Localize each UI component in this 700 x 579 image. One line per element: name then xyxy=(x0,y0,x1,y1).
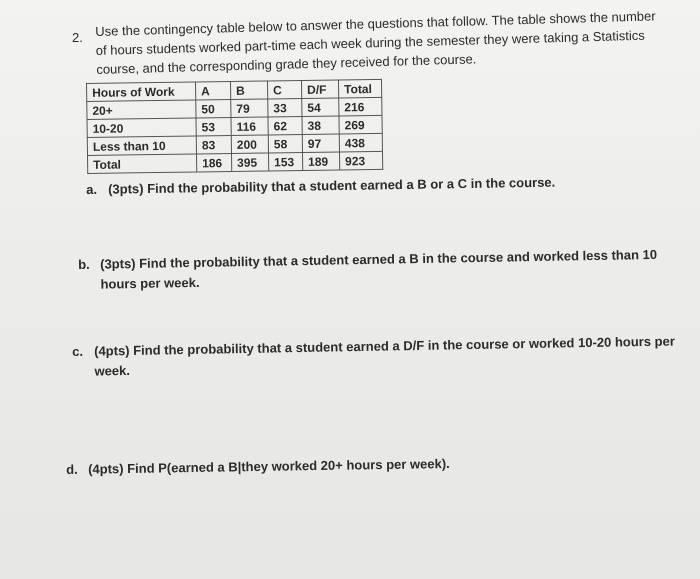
part-a-letter: a. xyxy=(86,181,98,197)
part-c-letter: c. xyxy=(72,343,84,359)
part-c xyxy=(72,331,693,382)
cell-df: 97 xyxy=(302,134,339,153)
part-b-text: (3pts) Find the probability that a student earned a B in the course and worked less than 10 hours per week. xyxy=(100,246,658,292)
row-label: Total xyxy=(88,154,197,174)
cell-c: 62 xyxy=(268,116,302,134)
cell-b: 116 xyxy=(231,117,268,136)
cell-df: 54 xyxy=(302,98,339,117)
part-a-text: (3pts) Find the probability that a student earned a B or a C in the course. xyxy=(108,174,556,197)
cell-b: 395 xyxy=(231,153,268,172)
part-b xyxy=(78,244,689,295)
table-total-row xyxy=(88,151,383,173)
cell-c: 58 xyxy=(268,134,302,152)
header-df: D/F xyxy=(301,80,338,99)
contingency-table xyxy=(86,79,383,174)
part-a xyxy=(86,172,606,200)
cell-total: 269 xyxy=(339,115,382,134)
cell-total: 438 xyxy=(339,133,382,152)
cell-a: 83 xyxy=(196,135,231,153)
row-label: 20+ xyxy=(87,100,196,120)
part-d-text: (4pts) Find P(earned a B|they worked 20+ hours per week). xyxy=(88,455,450,477)
cell-c: 33 xyxy=(268,98,302,116)
cell-b: 79 xyxy=(231,99,268,118)
header-b: B xyxy=(230,81,267,100)
cell-a: 50 xyxy=(196,99,231,117)
part-d-letter: d. xyxy=(66,461,78,477)
part-d xyxy=(66,452,566,480)
cell-b: 200 xyxy=(231,135,268,154)
cell-df: 189 xyxy=(302,152,339,171)
row-label: Less than 10 xyxy=(87,136,196,156)
cell-a: 53 xyxy=(196,117,231,135)
part-b-letter: b. xyxy=(78,256,90,272)
header-hours-of-work: Hours of Work xyxy=(87,82,196,102)
cell-c: 153 xyxy=(268,152,302,170)
cell-a: 186 xyxy=(197,153,232,171)
header-a: A xyxy=(195,81,230,99)
header-total: Total xyxy=(338,79,381,98)
cell-total: 216 xyxy=(339,97,382,116)
row-label: 10-20 xyxy=(87,118,196,138)
question-intro: Use the contingency table below to answer the questions that follow. The table shows the number of hours students worked part-time each week during the semester they were taking a Statistics course, and the corresponding grade they received for the course. xyxy=(95,8,656,77)
header-c: C xyxy=(267,80,301,98)
cell-total: 923 xyxy=(339,151,382,170)
cell-df: 38 xyxy=(302,116,339,135)
question-number: 2. xyxy=(72,30,83,45)
part-c-text: (4pts) Find the probability that a student earned a D/F in the course or worked 10-20 hours per week. xyxy=(94,333,675,379)
